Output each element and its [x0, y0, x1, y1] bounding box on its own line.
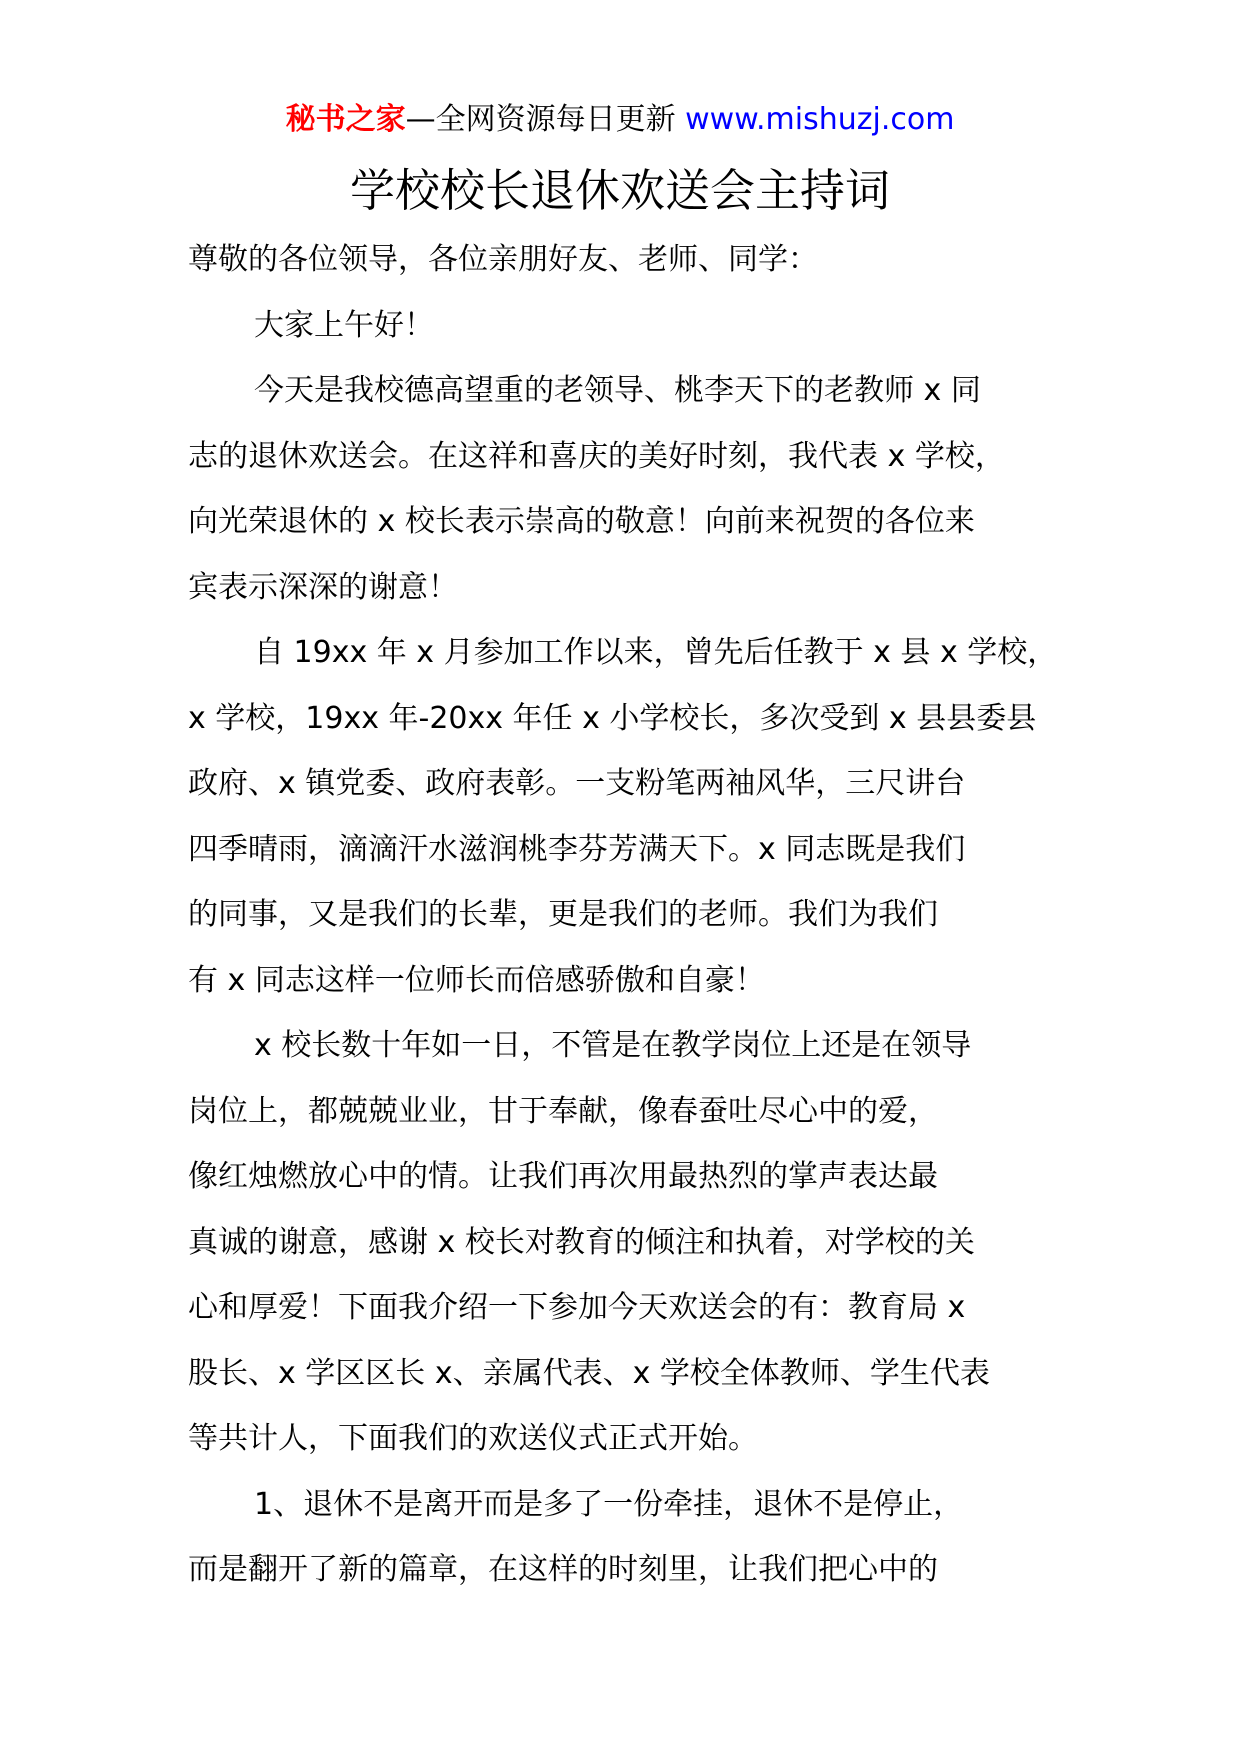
site-url-link[interactable]: www.mishuzj.com: [685, 102, 955, 137]
body-line: 而是翻开了新的篇章，在这样的时刻里，让我们把心中的: [188, 1552, 938, 1587]
body-line: 有 x 同志这样一位师长而倍感骄傲和自豪！: [188, 962, 765, 998]
body-line: 志的退休欢送会。在这祥和喜庆的美好时刻，我代表 x 学校，: [188, 438, 1005, 474]
body-line: 股长、x 学区区长 x、亲属代表、x 学校全体教师、学生代表: [188, 1355, 990, 1391]
document-title: 学校校长退休欢送会主持词: [349, 164, 890, 217]
body-line: 等共计人，下面我们的欢送仪式正式开始。: [188, 1421, 758, 1456]
body-line: 宾表示深深的谢意！: [188, 569, 458, 605]
body-line: 向光荣退休的 x 校长表示崇高的敬意！向前来祝贺的各位来: [188, 504, 975, 539]
body-line: 大家上午好！: [254, 307, 434, 343]
site-header: [0, 96, 1240, 144]
body-line: x 学校，19xx 年-20xx 年任 x 小学校长，多次受到 x 县县委县: [188, 700, 1037, 736]
body-line: 岗位上，都兢兢业业，甘于奉献，像春蚕吐尽心中的爱，: [188, 1093, 938, 1129]
body-line: 像红烛燃放心中的情。让我们再次用最热烈的掌声表达最: [188, 1159, 938, 1194]
body-line: x 校长数十年如一日，不管是在教学岗位上还是在领导: [254, 1028, 972, 1063]
header-slogan: —全网资源每日更新: [405, 102, 676, 137]
body-line: 真诚的谢意，感谢 x 校长对教育的倾注和执着，对学校的关: [188, 1224, 975, 1260]
body-line: 的同事，又是我们的长辈，更是我们的老师。我们为我们: [188, 897, 938, 932]
body-line: 今天是我校德高望重的老领导、桃李天下的老教师 x 同: [254, 373, 981, 408]
body-line: 1、退休不是离开而是多了一份牵挂，退休不是停止，: [254, 1486, 964, 1522]
body-line: 四季晴雨，滴滴汗水滋润桃李芬芳满天下。x 同志既是我们: [188, 831, 966, 867]
body-line: 自 19xx 年 x 月参加工作以来，曾先后任教于 x 县 x 学校，: [254, 635, 1058, 670]
document-body: [188, 227, 1088, 1603]
body-line: 尊敬的各位领导，各位亲朋好友、老师、同学：: [188, 242, 818, 277]
body-line: 心和厚爱！下面我介绍一下参加今天欢送会的有：教育局 x: [188, 1290, 966, 1325]
body-line: 政府、x 镇党委、政府表彰。一支粉笔两袖风华，三尺讲台: [188, 766, 966, 801]
brand-name: 秘书之家: [285, 102, 406, 137]
